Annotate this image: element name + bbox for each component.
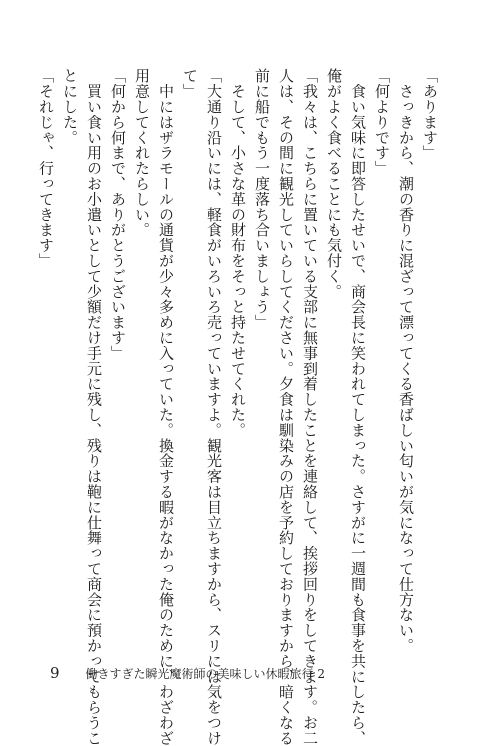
text-line: 用意してくれたらしい。	[133, 68, 151, 238]
text-line: 俺がよく食べることにも気付く。	[325, 68, 343, 299]
book-title: 働きすぎた瞬光魔術師の美味しい休暇旅行 2	[85, 667, 325, 681]
text-line: 人は、その間に観光していらしてください。夕食は馴染みの店を予約しておりますから、暗くなる	[277, 68, 295, 746]
text-line: とにした。	[61, 68, 79, 145]
text-line: 「それじゃ、行ってきます」	[37, 68, 55, 269]
text-line: 「何から何まで、ありがとうございます」	[109, 68, 127, 361]
page-number: 9	[50, 664, 60, 682]
text-line: そして、小さな革の財布をそっと持たせてくれた。	[229, 68, 247, 438]
text-line: 食い気味に即答したせいで、商会長に笑われてしまった。さすがに一週間も食事を共にしたら、	[349, 68, 367, 746]
text-line: さっきから、潮の香りに混ざって漂ってくる香ばしい匂いが気になって仕方ない。	[397, 68, 415, 654]
text-line: 「何よりです」	[373, 68, 391, 176]
text-line: 中にはザラモールの通貨が少々多めに入っていた。換金する暇がなかった俺のために、わざわざ	[157, 68, 175, 746]
text-line: て」	[181, 68, 199, 99]
text-line: 「大通り沿いには、軽食がいろいろ売っていますよ。観光客は目立ちますから、スリには気をつけ	[205, 68, 223, 746]
page-footer	[50, 664, 325, 682]
text-line: 買い食い用のお小遣いとして少額だけ手元に残し、残りは鞄に仕舞って商会に預かってもらうこ	[85, 68, 103, 746]
text-line: 「あります」	[421, 68, 439, 161]
text-line: 前に船でもう一度落ち合いましょう」	[253, 68, 271, 330]
text-line: 「我々は、こちらに置いている支部に無事到着したことを連絡して、挨拶回りをしてきます。お二	[301, 68, 319, 746]
